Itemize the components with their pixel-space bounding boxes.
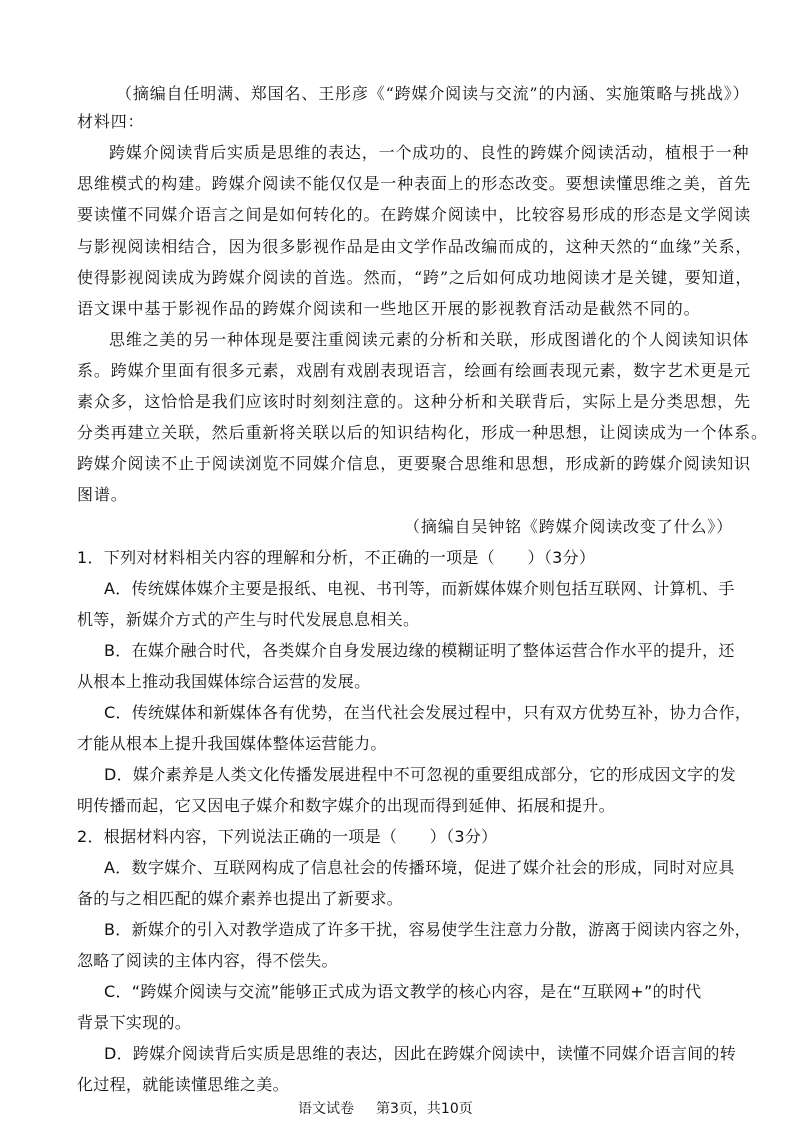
option-text: C．传统媒体和新媒体各有优势，在当代社会发展过程中，只有双方优势互补，协力合作， (104, 703, 752, 722)
question-stem: 1．下列对材料相关内容的理解和分析，不正确的一项是（ ）（3分） (77, 548, 596, 567)
question-stem: 2．根据材料内容，下列说法正确的一项是（ ）（3分） (77, 827, 498, 846)
option-text: A．数字媒介、互联网构成了信息社会的传播环境，促进了媒介社会的形成，同时对应具 (104, 858, 735, 877)
option-text: 从根本上推动我国媒体综合运营的发展。 (77, 672, 371, 691)
material-4-heading: 材料四： (77, 112, 145, 131)
option-text: D．跨媒介阅读背后实质是思维的表达，因此在跨媒介阅读中，读懂不同媒介语言间的转 (104, 1044, 737, 1063)
option-text: 背景下实现的。 (77, 1013, 192, 1032)
footer-subject: 语文试卷 (298, 1101, 354, 1117)
paragraph-line: 素众多，这恰恰是我们应该时时刻刻注意的。这种分析和关联背后，实际上是分类思想，先 (77, 392, 752, 411)
paragraph-line: 系。跨媒介里面有很多元素，戏剧有戏剧表现语言，绘画有绘画表现元素，数字艺术更是元 (77, 361, 752, 380)
option-text: 明传播而起，它又因电子媒介和数字媒介的出现而得到延伸、拓展和提升。 (77, 796, 615, 815)
paragraph-line: 跨媒介阅读背后实质是思维的表达，一个成功的、良性的跨媒介阅读活动，植根于一种 (109, 143, 750, 162)
option-text: 机等，新媒介方式的产生与时代发展息息相关。 (77, 610, 420, 629)
option-text: 才能从根本上提升我国媒体整体运营能力。 (77, 734, 387, 753)
paragraph-line: 使得影视阅读成为跨媒介阅读的首选。然而，“跨”之后如何成功地阅读才是关键，要知道， (77, 268, 753, 287)
source-citation-1: （摘编自任明满、郑国名、王彤彦《“跨媒介阅读与交流”的内涵、实施策略与挑战》） (116, 84, 750, 103)
paragraph-line: 图谱。 (77, 485, 128, 504)
option-text: D．媒介素养是人类文化传播发展进程中不可忽视的重要组成部分，它的形成因文字的发 (104, 765, 737, 784)
paragraph-line: 语文课中基于影视作品的跨媒介阅读和一些地区开展的影视教育活动是截然不同的。 (77, 299, 701, 318)
paragraph-line: 思维模式的构建。跨媒介阅读不能仅仅是一种表面上的形态改变。要想读懂思维之美，首先 (77, 174, 752, 193)
paragraph-line: 要读懂不同媒介语言之间是如何转化的。在跨媒介阅读中，比较容易形成的形态是文学阅读 (77, 205, 752, 224)
paragraph-line: 与影视阅读相结合，因为很多影视作品是由文学作品改编而成的，这种天然的“血缘”关系， (77, 237, 753, 256)
footer-page-number: 第3页，共10页 (376, 1101, 473, 1117)
option-text: C．“跨媒介阅读与交流”能够正式成为语文教学的核心内容，是在“互联网+”的时代 (104, 982, 702, 1001)
source-citation-2: （摘编自吴钟铭《跨媒介阅读改变了什么》） (404, 517, 734, 536)
paragraph-line: 跨媒介阅读不止于阅读浏览不同媒介信息，更要聚合思维和思想，形成新的跨媒介阅读知识 (77, 454, 752, 473)
option-text: B．新媒介的引入对教学造成了许多干扰，容易使学生注意力分散，游离于阅读内容之外， (104, 920, 751, 939)
page-footer (298, 1100, 473, 1120)
option-text: B．在媒介融合时代，各类媒介自身发展边缘的模糊证明了整体运营合作水平的提升，还 (104, 641, 735, 660)
option-text: A．传统媒体媒介主要是报纸、电视、书刊等，而新媒体媒介则包括互联网、计算机、手 (104, 579, 735, 598)
paragraph-line: 分类再建立关联，然后重新将关联以后的知识结构化，形成一种思想，让阅读成为一个体系。 (77, 423, 768, 442)
option-text: 忽略了阅读的主体内容，得不偿失。 (77, 951, 338, 970)
option-text: 化过程，就能读懂思维之美。 (77, 1075, 289, 1094)
option-text: 备的与之相匹配的媒介素养也提出了新要求。 (77, 889, 404, 908)
paragraph-line: 思维之美的另一种体现是要注重阅读元素的分析和关联，形成图谱化的个人阅读知识体 (109, 330, 750, 349)
